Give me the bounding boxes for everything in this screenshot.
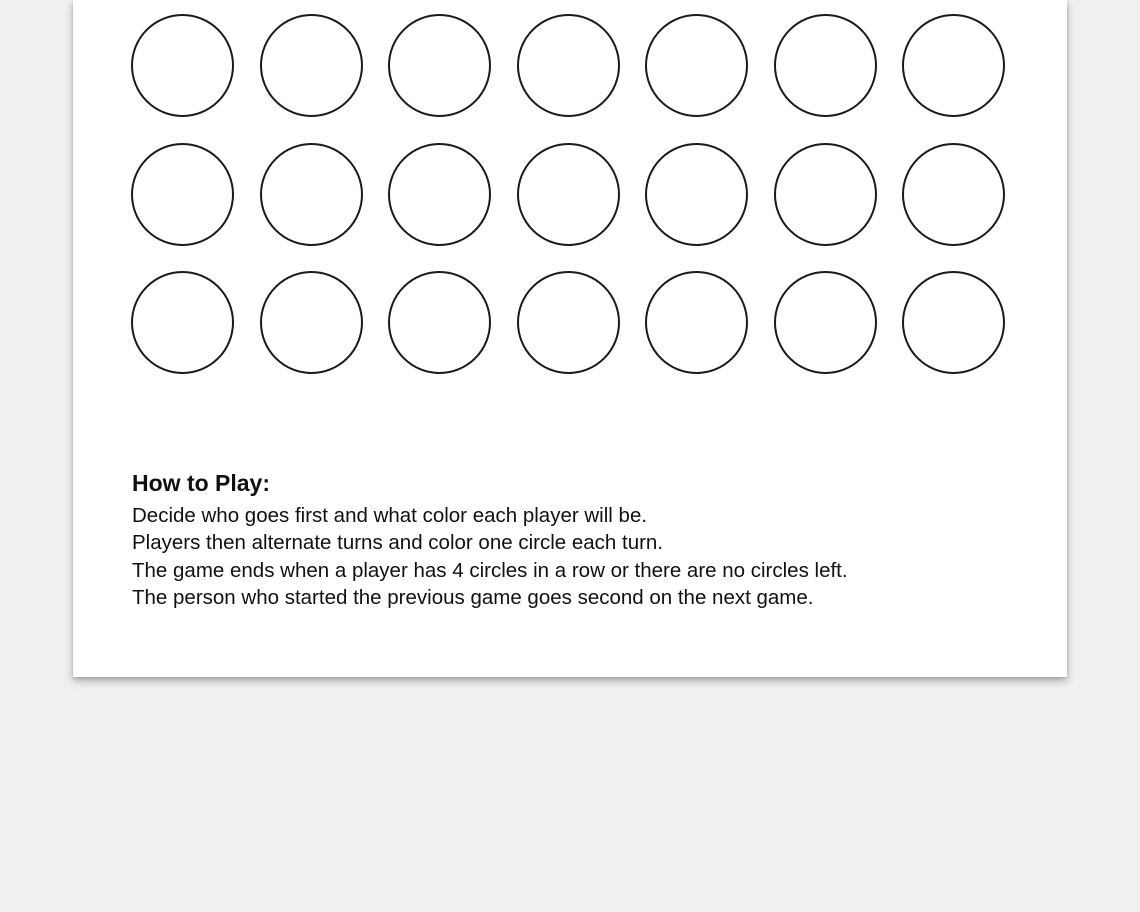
worksheet-page	[73, 0, 1067, 677]
how-to-play-section	[132, 468, 848, 611]
circle-cell-r1-c5[interactable]	[645, 14, 748, 117]
circle-cell-r3-c5[interactable]	[645, 271, 748, 374]
circle-cell-r2-c2[interactable]	[260, 143, 363, 246]
game-board	[131, 14, 1005, 374]
circle-cell-r1-c2[interactable]	[260, 14, 363, 117]
circle-cell-r1-c7[interactable]	[902, 14, 1005, 117]
circle-cell-r2-c4[interactable]	[517, 143, 620, 246]
rule-line-4: The person who started the previous game goes second on the next game.	[132, 585, 814, 609]
circle-cell-r3-c7[interactable]	[902, 271, 1005, 374]
how-to-play-heading: How to Play:	[132, 470, 271, 496]
circle-cell-r3-c4[interactable]	[517, 271, 620, 374]
rule-line-2: Players then alternate turns and color one circle each turn.	[132, 531, 664, 555]
circle-cell-r2-c5[interactable]	[645, 143, 748, 246]
circle-cell-r2-c7[interactable]	[902, 143, 1005, 246]
circle-cell-r1-c1[interactable]	[131, 14, 234, 117]
rule-line-1: Decide who goes first and what color each player will be.	[132, 504, 648, 527]
circle-cell-r2-c3[interactable]	[388, 143, 491, 246]
circle-cell-r3-c3[interactable]	[388, 271, 491, 374]
circle-cell-r3-c2[interactable]	[260, 271, 363, 374]
circle-cell-r1-c3[interactable]	[388, 14, 491, 117]
circle-cell-r1-c4[interactable]	[517, 14, 620, 117]
rule-line-3: The game ends when a player has 4 circles in a row or there are no circles left.	[132, 558, 848, 582]
circle-cell-r2-c6[interactable]	[774, 143, 877, 246]
circle-cell-r2-c1[interactable]	[131, 143, 234, 246]
circle-cell-r1-c6[interactable]	[774, 14, 877, 117]
circle-cell-r3-c1[interactable]	[131, 271, 234, 374]
circle-cell-r3-c6[interactable]	[774, 271, 877, 374]
